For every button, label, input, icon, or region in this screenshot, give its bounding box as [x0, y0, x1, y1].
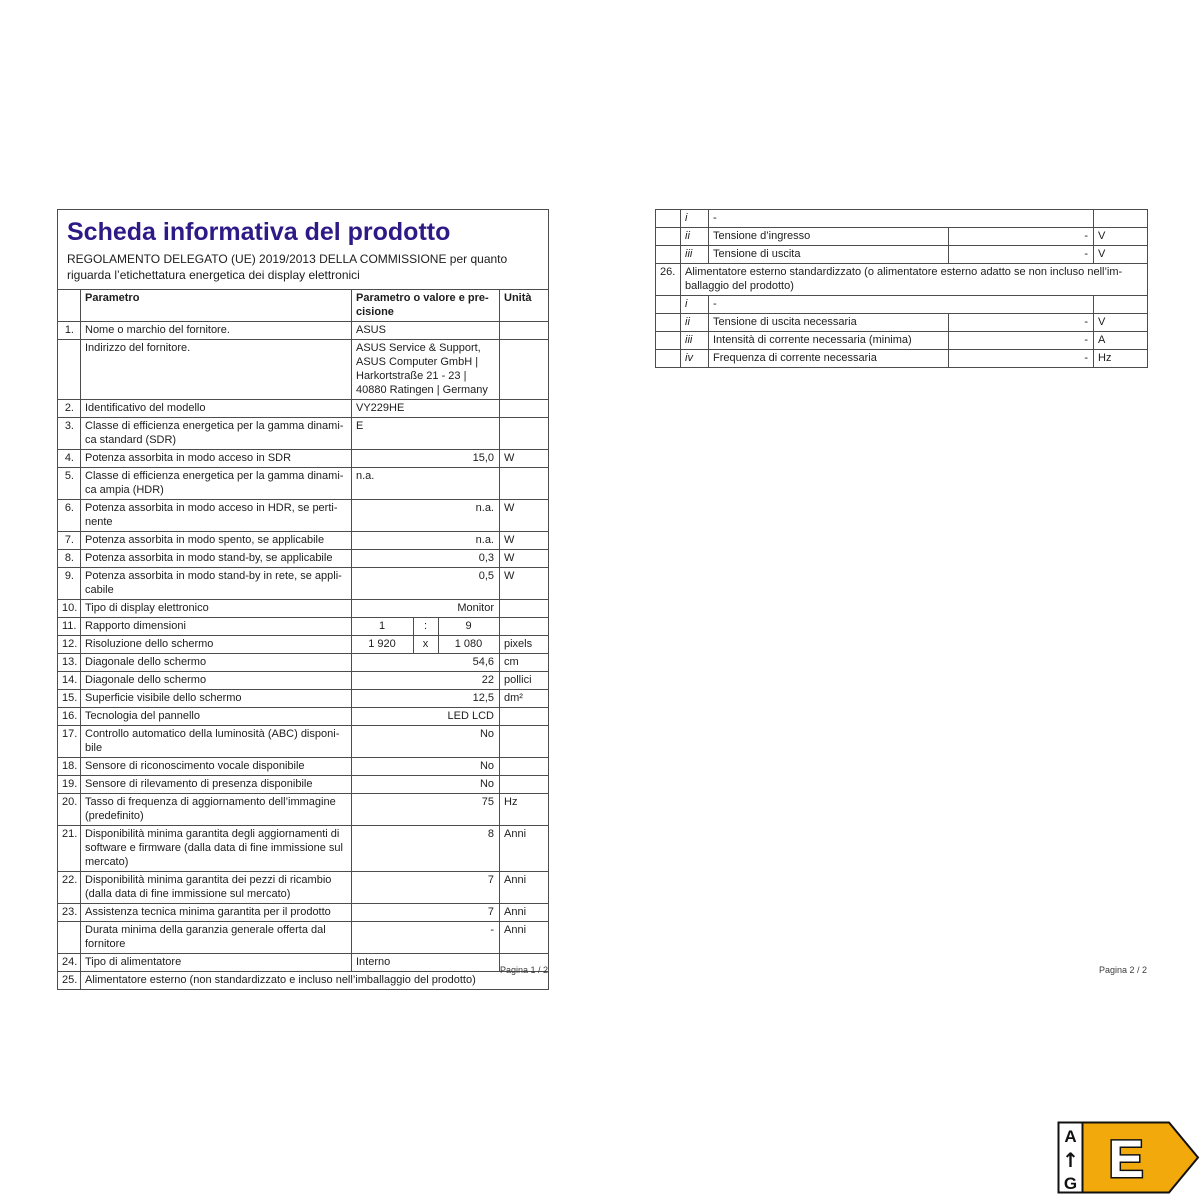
- table-row: [58, 550, 549, 568]
- row-unit: [500, 776, 549, 794]
- row-value: ASUS: [352, 322, 500, 340]
- row-parameter: Potenza assorbita in modo stand-by in rete, se applicabile: [81, 568, 352, 600]
- row-value: 0,3: [352, 550, 500, 568]
- row-parameter: Sensore di riconoscimento vocale disponibile: [81, 758, 352, 776]
- row-parameter: Classe di efficienza energetica per la gamma dinamica ampia (HDR): [81, 468, 352, 500]
- table-row: [656, 210, 1148, 228]
- row-unit: cm: [500, 654, 549, 672]
- row-value: n.a.: [352, 532, 500, 550]
- row-unit: [500, 322, 549, 340]
- scale-bottom-letter: G: [1063, 1174, 1078, 1193]
- row-parameter: Controllo automatico della luminosità (ABC) disponibile: [81, 726, 352, 758]
- row-parameter: Tensione di uscita necessaria: [709, 314, 949, 332]
- row-number: 25.: [58, 972, 81, 990]
- table-row: [58, 690, 549, 708]
- table-row: [58, 450, 549, 468]
- row-value: n.a.: [352, 500, 500, 532]
- row-number: 2.: [58, 400, 81, 418]
- row-unit: dm²: [500, 690, 549, 708]
- row-number: 1.: [58, 322, 81, 340]
- row-number: 21.: [58, 826, 81, 872]
- row-unit: [500, 708, 549, 726]
- row-number: 23.: [58, 904, 81, 922]
- row-value: Monitor: [352, 600, 500, 618]
- row-value: 22: [352, 672, 500, 690]
- row-unit: [500, 600, 549, 618]
- row-value: VY229HE: [352, 400, 500, 418]
- row-value: -: [352, 922, 500, 954]
- row-value: ASUS Service & Support, ASUS Computer GmbH | Harkortstraße 21 - 23 | 40880 Ratingen | Germany: [352, 340, 500, 400]
- row-value: -: [949, 314, 1094, 332]
- row-number: 3.: [58, 418, 81, 450]
- table-row: [58, 872, 549, 904]
- table-row: [656, 332, 1148, 350]
- row-unit: [1094, 296, 1148, 314]
- row-unit: Anni: [500, 872, 549, 904]
- row-unit: W: [500, 500, 549, 532]
- row-value: 12,5: [352, 690, 500, 708]
- row-parameter: -: [709, 210, 1094, 228]
- energy-class-letter: E: [1108, 1130, 1144, 1189]
- header-parameter: Parametro: [81, 290, 352, 322]
- row-number: 4.: [58, 450, 81, 468]
- table-row: [58, 418, 549, 450]
- table-row: [58, 532, 549, 550]
- row-number: 16.: [58, 708, 81, 726]
- row-parameter: Indirizzo del fornitore.: [81, 340, 352, 400]
- row-value: E: [352, 418, 500, 450]
- page-title: Scheda informativa del prodotto: [67, 218, 451, 246]
- row-unit: W: [500, 550, 549, 568]
- row-number: [58, 340, 81, 400]
- row-unit: [500, 400, 549, 418]
- row-value: 7: [352, 904, 500, 922]
- row-parameter: Superficie visibile dello schermo: [81, 690, 352, 708]
- row-parameter: Nome o marchio del fornitore.: [81, 322, 352, 340]
- row-number: 17.: [58, 726, 81, 758]
- table-row: [656, 228, 1148, 246]
- table-row: [58, 568, 549, 600]
- row-value: -: [949, 332, 1094, 350]
- row-value: 8: [352, 826, 500, 872]
- table-row: [58, 654, 549, 672]
- row-parameter: Tipo di display elettronico: [81, 600, 352, 618]
- row-number: 14.: [58, 672, 81, 690]
- row-number: 20.: [58, 794, 81, 826]
- table-row: [58, 776, 549, 794]
- table-row: [58, 672, 549, 690]
- table-row: [58, 636, 549, 654]
- row-parameter: Alimentatore esterno (non standardizzato e incluso nell’imballaggio del prodotto): [81, 972, 549, 990]
- row-number: 12.: [58, 636, 81, 654]
- row-value: 54,6: [352, 654, 500, 672]
- row-roman-numeral: i: [681, 296, 709, 314]
- row-value: No: [352, 726, 500, 758]
- row-value: 0,5: [352, 568, 500, 600]
- row-unit: [500, 726, 549, 758]
- row-unit: [500, 468, 549, 500]
- row-number: [656, 332, 681, 350]
- row-unit: [500, 758, 549, 776]
- product-fiche-page1-table: [57, 209, 549, 990]
- row-number: 11.: [58, 618, 81, 636]
- energy-class-icon: [1057, 1121, 1200, 1194]
- row-unit: V: [1094, 228, 1148, 246]
- table-row: [58, 322, 549, 340]
- table-row: [58, 758, 549, 776]
- table-row: [656, 296, 1148, 314]
- row-value: No: [352, 758, 500, 776]
- row-value-part: 1: [352, 618, 414, 636]
- scale-up-arrow-icon: ↑: [1062, 1148, 1079, 1172]
- row-parameter: Potenza assorbita in modo acceso in HDR, se pertinente: [81, 500, 352, 532]
- row-unit: W: [500, 532, 549, 550]
- row-roman-numeral: iii: [681, 332, 709, 350]
- row-number: [656, 314, 681, 332]
- row-roman-numeral: iv: [681, 350, 709, 368]
- row-unit: Hz: [500, 794, 549, 826]
- row-number: 18.: [58, 758, 81, 776]
- table-row: [58, 600, 549, 618]
- row-parameter: Tipo di alimentatore: [81, 954, 352, 972]
- row-unit: [1094, 210, 1148, 228]
- row-parameter: Rapporto dimensioni: [81, 618, 352, 636]
- product-fiche-page2-table: [655, 209, 1148, 368]
- header-unit: Unità: [500, 290, 549, 322]
- row-unit: Hz: [1094, 350, 1148, 368]
- row-value: n.a.: [352, 468, 500, 500]
- row-number: 19.: [58, 776, 81, 794]
- table-row: [58, 618, 549, 636]
- row-parameter: Tasso di frequenza di aggiornamento dell’immagine (predefinito): [81, 794, 352, 826]
- row-roman-numeral: ii: [681, 228, 709, 246]
- row-unit: W: [500, 450, 549, 468]
- row-parameter: -: [709, 296, 1094, 314]
- row-parameter: Disponibilità minima garantita degli aggiornamenti di software e firmware (dalla data di fine immissione sul mercato): [81, 826, 352, 872]
- row-number: 15.: [58, 690, 81, 708]
- row-number: [58, 922, 81, 954]
- row-unit: Anni: [500, 826, 549, 872]
- table-row: [58, 794, 549, 826]
- row-value: No: [352, 776, 500, 794]
- row-unit: pixels: [500, 636, 549, 654]
- row-number: 7.: [58, 532, 81, 550]
- row-number: 24.: [58, 954, 81, 972]
- table-row: [58, 922, 549, 954]
- table-row: [656, 350, 1148, 368]
- row-unit: V: [1094, 314, 1148, 332]
- row-parameter: Tensione di uscita: [709, 246, 949, 264]
- row-value-part: 9: [439, 618, 500, 636]
- row-parameter: Tensione d’ingresso: [709, 228, 949, 246]
- row-parameter: Identificativo del modello: [81, 400, 352, 418]
- page2-rows: [656, 210, 1148, 368]
- row-number: [656, 210, 681, 228]
- row-number: 22.: [58, 872, 81, 904]
- row-parameter: Diagonale dello schermo: [81, 672, 352, 690]
- row-number: 6.: [58, 500, 81, 532]
- row-number: [656, 246, 681, 264]
- table-row: [58, 726, 549, 758]
- row-parameter: Disponibilità minima garantita dei pezzi di ricambio (dalla data di fine immissione sul mercato): [81, 872, 352, 904]
- row-parameter: Alimentatore esterno standardizzato (o alimentatore esterno adatto se non incluso nell’imballaggio del prodotto): [681, 264, 1148, 296]
- row-roman-numeral: ii: [681, 314, 709, 332]
- row-value-part: 1 080: [439, 636, 500, 654]
- row-parameter: Frequenza di corrente necessaria: [709, 350, 949, 368]
- row-value: Interno: [352, 954, 500, 972]
- table-row: [58, 340, 549, 400]
- table-row: [58, 500, 549, 532]
- table-row: [58, 904, 549, 922]
- row-unit: A: [1094, 332, 1148, 350]
- table-row: [58, 826, 549, 872]
- row-number: [656, 296, 681, 314]
- row-parameter: Intensità di corrente necessaria (minima): [709, 332, 949, 350]
- row-parameter: Diagonale dello schermo: [81, 654, 352, 672]
- row-unit: pollici: [500, 672, 549, 690]
- row-value: 75: [352, 794, 500, 826]
- page2-footer: Pagina 2 / 2: [1098, 965, 1147, 975]
- row-parameter: Potenza assorbita in modo acceso in SDR: [81, 450, 352, 468]
- table-row: [58, 468, 549, 500]
- row-number: [656, 350, 681, 368]
- row-number: [656, 228, 681, 246]
- row-value: LED LCD: [352, 708, 500, 726]
- row-roman-numeral: iii: [681, 246, 709, 264]
- row-number: 8.: [58, 550, 81, 568]
- row-parameter: Tecnologia del pannello: [81, 708, 352, 726]
- row-parameter: Potenza assorbita in modo stand-by, se applicabile: [81, 550, 352, 568]
- row-number: 5.: [58, 468, 81, 500]
- header-value: Parametro o valore e precisione: [352, 290, 500, 322]
- row-value-part: :: [414, 618, 439, 636]
- row-unit: V: [1094, 246, 1148, 264]
- row-parameter: Potenza assorbita in modo spento, se applicabile: [81, 532, 352, 550]
- row-number: 10.: [58, 600, 81, 618]
- row-parameter: Risoluzione dello schermo: [81, 636, 352, 654]
- row-value: -: [949, 228, 1094, 246]
- row-unit: Anni: [500, 904, 549, 922]
- row-parameter: Classe di efficienza energetica per la gamma dinamica standard (SDR): [81, 418, 352, 450]
- row-value-part: x: [414, 636, 439, 654]
- row-number: 9.: [58, 568, 81, 600]
- table-row: [58, 400, 549, 418]
- table-row: [58, 708, 549, 726]
- row-parameter: Durata minima della garanzia generale offerta dal fornitore: [81, 922, 352, 954]
- row-unit: [500, 340, 549, 400]
- row-parameter: Sensore di rilevamento di presenza disponibile: [81, 776, 352, 794]
- header-number-cell: [58, 290, 81, 322]
- row-number: 13.: [58, 654, 81, 672]
- row-unit: [500, 618, 549, 636]
- row-roman-numeral: i: [681, 210, 709, 228]
- title-row: [58, 210, 549, 290]
- row-unit: W: [500, 568, 549, 600]
- title-block: [58, 210, 549, 290]
- page-subtitle: REGOLAMENTO DELEGATO (UE) 2019/2013 DELLA COMMISSIONE per quanto riguarda l’etichettatura energetica dei display elettronici: [67, 252, 508, 282]
- row-unit: Anni: [500, 922, 549, 954]
- row-value: -: [949, 246, 1094, 264]
- row-unit: [500, 418, 549, 450]
- row-value-part: 1 920: [352, 636, 414, 654]
- row-value: 7: [352, 872, 500, 904]
- row-value: 15,0: [352, 450, 500, 468]
- row-parameter: Assistenza tecnica minima garantita per il prodotto: [81, 904, 352, 922]
- table-row: [656, 246, 1148, 264]
- table-row: [656, 264, 1148, 296]
- page1-footer: Pagina 1 / 2: [499, 965, 548, 975]
- row-number: 26.: [656, 264, 681, 296]
- table-row: [656, 314, 1148, 332]
- page1-rows: [58, 322, 549, 990]
- table-header-row: [58, 290, 549, 322]
- scale-top-letter: A: [1064, 1127, 1077, 1146]
- row-value: -: [949, 350, 1094, 368]
